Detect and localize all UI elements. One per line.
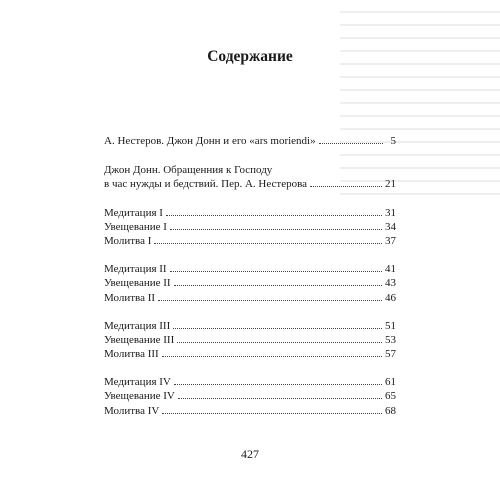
dot-leader bbox=[170, 262, 382, 272]
toc-entry[interactable] bbox=[104, 291, 396, 305]
toc-entry-label: Молитва IV bbox=[104, 404, 160, 417]
dot-leader bbox=[177, 333, 382, 343]
toc-entry-page: 61 bbox=[385, 376, 396, 389]
toc-entry[interactable] bbox=[104, 404, 396, 418]
page-number: 427 bbox=[241, 447, 259, 461]
toc-entry-page: 68 bbox=[385, 404, 396, 417]
toc-entry[interactable] bbox=[104, 375, 396, 389]
toc-entry[interactable] bbox=[104, 347, 396, 361]
toc-entry[interactable] bbox=[104, 206, 396, 220]
toc-entry-page: 57 bbox=[385, 348, 396, 361]
toc-entry-page: 53 bbox=[385, 333, 396, 346]
toc-entry-label: Медитация IV bbox=[104, 376, 171, 389]
toc-group-3 bbox=[104, 319, 396, 362]
toc-entry-page: 34 bbox=[385, 220, 396, 233]
toc-entry-label: Увещевание I bbox=[104, 220, 167, 233]
toc-entry-page: 65 bbox=[385, 390, 396, 403]
dot-leader bbox=[174, 276, 382, 286]
toc-entry-page: 31 bbox=[385, 206, 396, 219]
toc-entry-label: Медитация II bbox=[104, 263, 167, 276]
toc-entry-label: Увещевание III bbox=[104, 333, 175, 346]
toc-entry-page: 5 bbox=[390, 135, 396, 147]
toc-entry-label: А. Нестеров. Джон Донн и его «ars moriendi» bbox=[104, 135, 316, 147]
toc-entry-label: Увещевание II bbox=[104, 277, 171, 290]
toc-group-2 bbox=[104, 262, 396, 305]
toc-entry[interactable] bbox=[104, 333, 396, 347]
toc-entry[interactable] bbox=[104, 262, 396, 276]
dot-leader bbox=[154, 234, 382, 244]
toc-entry-page: 46 bbox=[385, 291, 396, 304]
dot-leader bbox=[173, 319, 382, 329]
toc-entry-page: 43 bbox=[385, 277, 396, 290]
toc-group-1 bbox=[104, 206, 396, 249]
toc-entry[interactable] bbox=[104, 276, 396, 290]
dot-leader bbox=[319, 134, 383, 144]
toc-entry[interactable] bbox=[104, 234, 396, 248]
toc-entry-donne-line1: Джон Донн. Обращенния к Господу bbox=[104, 164, 273, 177]
toc-entry[interactable] bbox=[104, 319, 396, 333]
toc-entry-page: 21 bbox=[385, 178, 396, 191]
dot-leader bbox=[162, 347, 382, 357]
toc-entry-intro[interactable] bbox=[104, 134, 396, 148]
dot-leader bbox=[310, 177, 382, 187]
dot-leader bbox=[166, 206, 382, 216]
toc-entry[interactable] bbox=[104, 389, 396, 403]
table-of-contents bbox=[104, 134, 396, 418]
toc-entry-label: Молитва I bbox=[104, 234, 152, 247]
toc-entry[interactable] bbox=[104, 220, 396, 234]
toc-entry-page: 41 bbox=[385, 263, 396, 276]
dot-leader bbox=[170, 220, 382, 230]
dot-leader bbox=[162, 404, 382, 414]
toc-entry-label: Медитация I bbox=[104, 206, 163, 219]
toc-entry-label: Молитва III bbox=[104, 348, 159, 361]
dot-leader bbox=[174, 375, 382, 385]
dot-leader bbox=[158, 291, 382, 301]
toc-entry-label: Медитация III bbox=[104, 319, 171, 332]
toc-entry-page: 51 bbox=[385, 319, 396, 332]
toc-entry-label: Молитва II bbox=[104, 291, 156, 304]
toc-entry-donne[interactable] bbox=[104, 177, 396, 191]
toc-entry-label: Увещевание IV bbox=[104, 390, 175, 403]
toc-entry-page: 37 bbox=[385, 234, 396, 247]
toc-entry-label: в час нужды и бедствий. Пер. А. Нестерова bbox=[104, 178, 308, 191]
toc-group-4 bbox=[104, 375, 396, 418]
page-title: Содержание bbox=[207, 48, 293, 65]
dot-leader bbox=[178, 389, 382, 399]
